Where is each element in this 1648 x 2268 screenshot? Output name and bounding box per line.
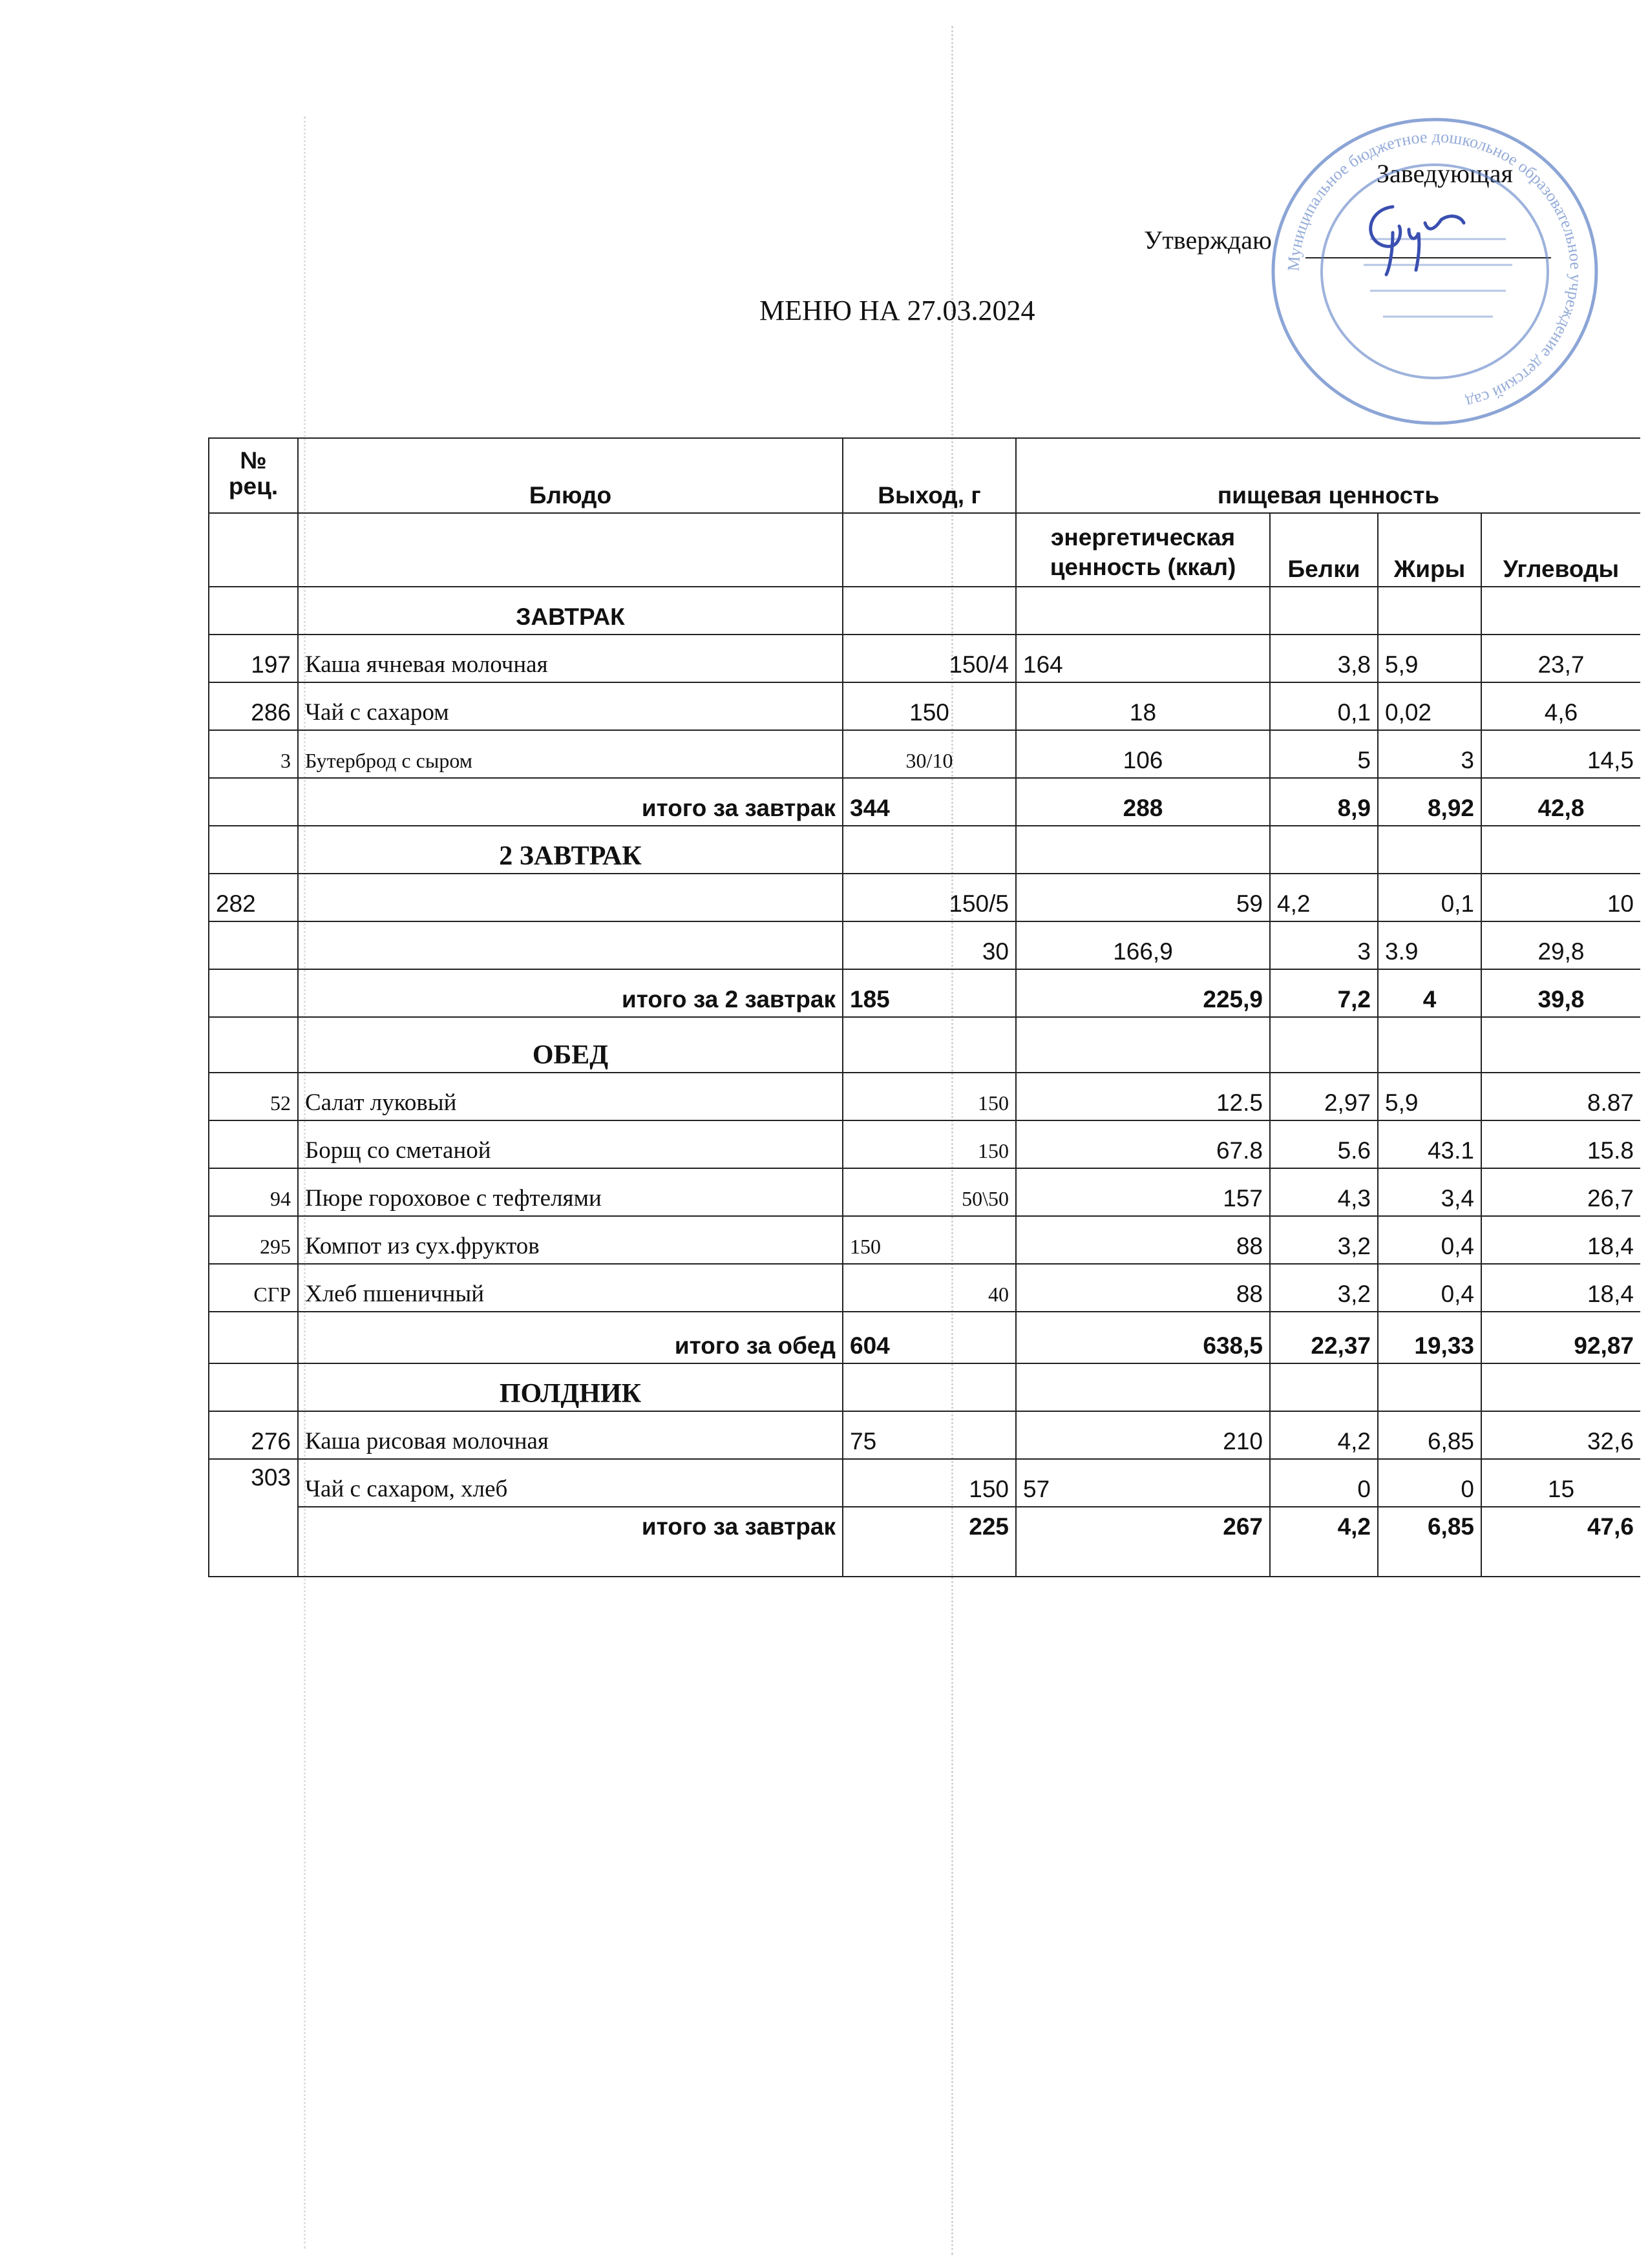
protein-cell: 2,97	[1270, 1073, 1378, 1120]
energy-cell: 225,9	[1016, 969, 1270, 1017]
yield-cell: 344	[843, 778, 1016, 826]
carbs-cell: 8.87	[1481, 1073, 1640, 1120]
carbs-cell: 15.8	[1481, 1120, 1640, 1168]
protein-cell: 0,1	[1270, 682, 1378, 730]
total-row	[209, 778, 1640, 826]
yield-cell: 30	[843, 921, 1016, 969]
subheader-row	[209, 513, 1640, 587]
fat-cell: 3	[1378, 730, 1481, 778]
fat-cell: 6,85	[1378, 1507, 1481, 1577]
yield-cell: 150	[843, 1120, 1016, 1168]
fat-cell: 3,4	[1378, 1168, 1481, 1216]
table-row	[209, 921, 1640, 969]
header-energy: энергетическая ценность (ккал)	[1016, 513, 1270, 587]
stamp-text: Муниципальное бюджетное дошкольное образовательное учреждение детский сад	[1284, 127, 1586, 412]
energy-cell: 157	[1016, 1168, 1270, 1216]
fat-cell: 0,02	[1378, 682, 1481, 730]
protein-cell: 8,9	[1270, 778, 1378, 826]
energy-cell: 638,5	[1016, 1312, 1270, 1363]
header-yield: Выход, г	[843, 438, 1016, 513]
approve-label: Утверждаю	[1144, 226, 1272, 255]
rec-cell: 303	[209, 1459, 298, 1577]
total-row	[209, 1312, 1640, 1363]
total-label: итого за завтрак	[298, 1507, 843, 1577]
table-row	[209, 730, 1640, 778]
protein-cell: 3,2	[1270, 1216, 1378, 1264]
carbs-cell: 23,7	[1481, 635, 1640, 682]
dish-cell: Каша ячневая молочная	[298, 635, 843, 682]
carbs-cell: 15	[1481, 1459, 1640, 1507]
dish-cell	[298, 921, 843, 969]
rec-cell: 197	[209, 635, 298, 682]
signature-icon	[1354, 194, 1470, 278]
dish-cell: Чай с сахаром, хлеб	[298, 1459, 843, 1507]
energy-cell: 88	[1016, 1264, 1270, 1312]
fat-cell: 8,92	[1378, 778, 1481, 826]
yield-cell: 150	[843, 682, 1016, 730]
fat-cell: 0,4	[1378, 1216, 1481, 1264]
yield-cell: 185	[843, 969, 1016, 1017]
protein-cell: 3,2	[1270, 1264, 1378, 1312]
yield-cell: 30/10	[843, 730, 1016, 778]
head-title: Заведующая	[1377, 159, 1513, 188]
rec-cell: 295	[209, 1216, 298, 1264]
dish-cell: Хлеб пшеничный	[298, 1264, 843, 1312]
carbs-cell: 32,6	[1481, 1411, 1640, 1459]
yield-cell: 75	[843, 1411, 1016, 1459]
section-title: 2 ЗАВТРАК	[298, 826, 843, 874]
table-row	[209, 1264, 1640, 1312]
rec-cell: 286	[209, 682, 298, 730]
dish-cell: Борщ со сметаной	[298, 1120, 843, 1168]
energy-cell: 210	[1016, 1411, 1270, 1459]
total-label: итого за 2 завтрак	[298, 969, 843, 1017]
page-title: МЕНЮ НА 27.03.2024	[759, 295, 1035, 326]
carbs-cell: 26,7	[1481, 1168, 1640, 1216]
energy-cell: 18	[1016, 682, 1270, 730]
protein-cell: 3	[1270, 921, 1378, 969]
yield-cell: 150	[843, 1216, 1016, 1264]
total-row	[209, 969, 1640, 1017]
header-nutrition: пищевая ценность	[1016, 438, 1640, 513]
fat-cell: 0	[1378, 1459, 1481, 1507]
carbs-cell: 47,6	[1481, 1507, 1640, 1577]
menu-table	[208, 437, 1640, 1577]
table-row	[209, 635, 1640, 682]
carbs-cell: 39,8	[1481, 969, 1640, 1017]
header-row	[209, 438, 1640, 513]
energy-cell: 59	[1016, 874, 1270, 921]
section-row-breakfast	[209, 587, 1640, 635]
dish-cell: Чай с сахаром	[298, 682, 843, 730]
protein-cell: 0	[1270, 1459, 1378, 1507]
yield-cell: 50\50	[843, 1168, 1016, 1216]
rec-cell: 282	[209, 874, 298, 921]
protein-cell: 4,2	[1270, 874, 1378, 921]
carbs-cell: 29,8	[1481, 921, 1640, 969]
total-label: итого за завтрак	[298, 778, 843, 826]
fat-cell: 3.9	[1378, 921, 1481, 969]
rec-cell	[209, 921, 298, 969]
fat-cell: 19,33	[1378, 1312, 1481, 1363]
energy-cell: 88	[1016, 1216, 1270, 1264]
carbs-cell: 18,4	[1481, 1216, 1640, 1264]
yield-cell: 150/5	[843, 874, 1016, 921]
dish-cell: Салат луковый	[298, 1073, 843, 1120]
protein-cell: 5.6	[1270, 1120, 1378, 1168]
rec-cell: 276	[209, 1411, 298, 1459]
yield-cell: 604	[843, 1312, 1016, 1363]
table-row	[209, 1120, 1640, 1168]
header-rec-no: № рец.	[209, 438, 298, 513]
energy-cell: 288	[1016, 778, 1270, 826]
dish-cell: Пюре гороховое с тефтелями	[298, 1168, 843, 1216]
yield-cell: 40	[843, 1264, 1016, 1312]
fat-cell: 43.1	[1378, 1120, 1481, 1168]
energy-cell: 12.5	[1016, 1073, 1270, 1120]
table-row	[209, 1073, 1640, 1120]
table-row	[209, 1411, 1640, 1459]
yield-cell: 150	[843, 1073, 1016, 1120]
protein-cell: 5	[1270, 730, 1378, 778]
fat-cell: 0,1	[1378, 874, 1481, 921]
fat-cell: 0,4	[1378, 1264, 1481, 1312]
energy-cell: 166,9	[1016, 921, 1270, 969]
section-row-breakfast2	[209, 826, 1640, 874]
fat-cell: 4	[1378, 969, 1481, 1017]
table-row	[209, 682, 1640, 730]
dish-cell: Бутерброд с сыром	[298, 730, 843, 778]
carbs-cell: 14,5	[1481, 730, 1640, 778]
carbs-cell: 18,4	[1481, 1264, 1640, 1312]
carbs-cell: 10	[1481, 874, 1640, 921]
protein-cell: 4,2	[1270, 1507, 1378, 1577]
energy-cell: 106	[1016, 730, 1270, 778]
header-protein: Белки	[1270, 513, 1378, 587]
header-fat: Жиры	[1378, 513, 1481, 587]
total-label: итого за обед	[298, 1312, 843, 1363]
table-row	[209, 1216, 1640, 1264]
section-title: ОБЕД	[298, 1017, 843, 1073]
section-row-snack	[209, 1363, 1640, 1411]
energy-cell: 57	[1016, 1459, 1270, 1507]
carbs-cell: 42,8	[1481, 778, 1640, 826]
section-title: ЗАВТРАК	[298, 587, 843, 635]
protein-cell: 7,2	[1270, 969, 1378, 1017]
table-row	[209, 874, 1640, 921]
yield-cell: 150/4	[843, 635, 1016, 682]
section-row-lunch	[209, 1017, 1640, 1073]
fat-cell: 6,85	[1378, 1411, 1481, 1459]
dish-cell: Компот из сух.фруктов	[298, 1216, 843, 1264]
table-row	[209, 1459, 1640, 1507]
rec-cell: СГР	[209, 1264, 298, 1312]
rec-cell: 52	[209, 1073, 298, 1120]
yield-cell: 150	[843, 1459, 1016, 1507]
fat-cell: 5,9	[1378, 635, 1481, 682]
section-title: ПОЛДНИК	[298, 1363, 843, 1411]
rec-cell	[209, 1120, 298, 1168]
dish-cell	[298, 874, 843, 921]
header-dish: Блюдо	[298, 438, 843, 513]
protein-cell: 4,3	[1270, 1168, 1378, 1216]
header-carbs: Углеводы	[1481, 513, 1640, 587]
rec-cell: 94	[209, 1168, 298, 1216]
table-row	[209, 1168, 1640, 1216]
energy-cell: 164	[1016, 635, 1270, 682]
carbs-cell: 92,87	[1481, 1312, 1640, 1363]
total-row	[209, 1507, 1640, 1577]
carbs-cell: 4,6	[1481, 682, 1640, 730]
energy-cell: 67.8	[1016, 1120, 1270, 1168]
protein-cell: 4,2	[1270, 1411, 1378, 1459]
energy-cell: 267	[1016, 1507, 1270, 1577]
yield-cell: 225	[843, 1507, 1016, 1577]
fat-cell: 5,9	[1378, 1073, 1481, 1120]
protein-cell: 22,37	[1270, 1312, 1378, 1363]
protein-cell: 3,8	[1270, 635, 1378, 682]
rec-cell: 3	[209, 730, 298, 778]
dish-cell: Каша рисовая молочная	[298, 1411, 843, 1459]
